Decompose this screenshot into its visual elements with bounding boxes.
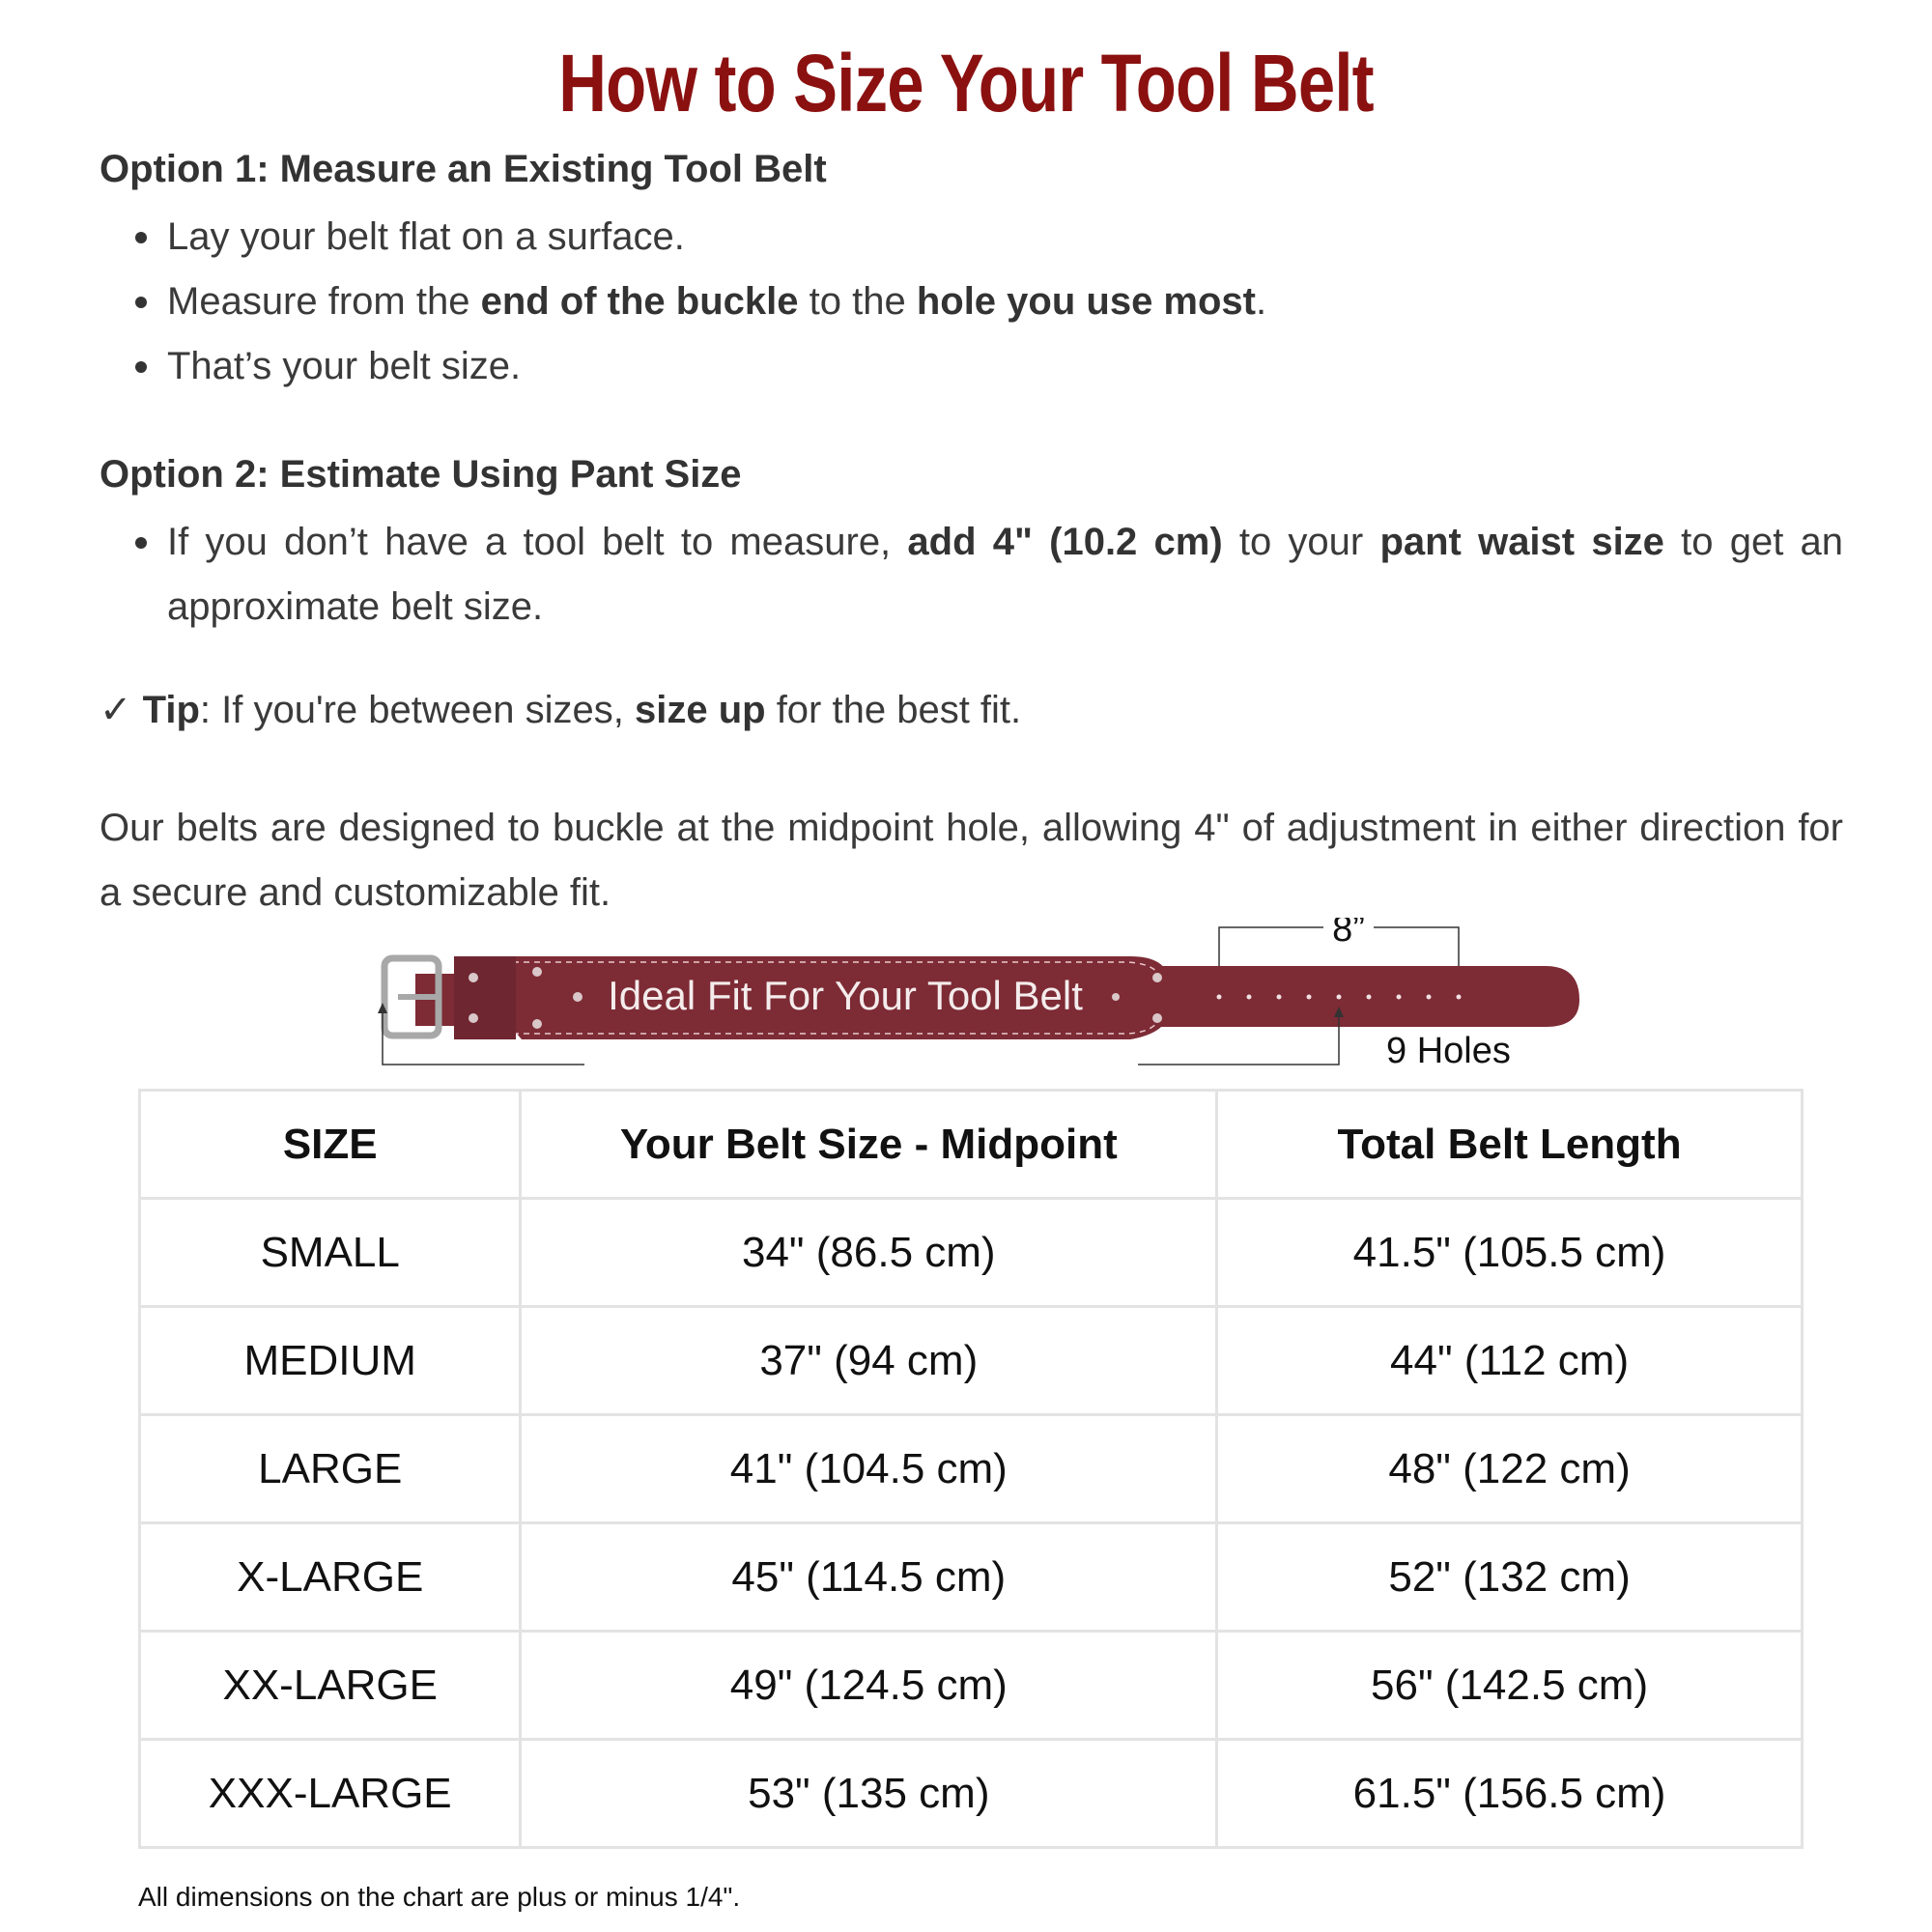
belt-keeper	[454, 956, 516, 1039]
belt-tail	[1111, 966, 1579, 1027]
table-header-row	[140, 1091, 1803, 1199]
belt-hole	[1217, 995, 1222, 1000]
table-cell: X-LARGE	[140, 1523, 521, 1632]
table-row	[140, 1307, 1803, 1415]
belt-label: Ideal Fit For Your Tool Belt	[608, 973, 1083, 1018]
table-cell: 48" (122 cm)	[1217, 1415, 1803, 1523]
table-row	[140, 1740, 1803, 1848]
rivet	[1112, 993, 1120, 1001]
table-cell: XXX-LARGE	[140, 1740, 521, 1848]
table-cell: 53" (135 cm)	[521, 1740, 1217, 1848]
belt-diagram	[0, 918, 1932, 1082]
belt-hole	[1397, 995, 1402, 1000]
tip-label: Tip	[142, 689, 200, 731]
table-cell: LARGE	[140, 1415, 521, 1523]
list-item: That’s your belt size.	[167, 334, 1843, 399]
holes-label: 9 Holes	[1386, 1031, 1511, 1071]
table-cell: 56" (142.5 cm)	[1217, 1632, 1803, 1740]
belt-hole	[1307, 995, 1312, 1000]
list-item: If you don’t have a tool belt to measure, add 4" (10.2 cm) to your pant waist size to get an approximate belt size.	[167, 510, 1843, 639]
table-row	[140, 1632, 1803, 1740]
belt-hole	[1427, 995, 1432, 1000]
table-cell: SMALL	[140, 1199, 521, 1307]
table-cell: XX-LARGE	[140, 1632, 521, 1740]
table-cell: 49" (124.5 cm)	[521, 1632, 1217, 1740]
belt-hole	[1457, 995, 1462, 1000]
rivet	[532, 967, 542, 977]
rivet	[1152, 973, 1162, 982]
table-cell: 37" (94 cm)	[521, 1307, 1217, 1415]
table-cell: MEDIUM	[140, 1307, 521, 1415]
span-label: 8”	[1332, 918, 1365, 950]
rivet	[469, 1013, 478, 1023]
column-header: SIZE	[140, 1091, 521, 1199]
option1-list	[99, 205, 1843, 399]
check-icon: ✓	[99, 689, 132, 731]
rivet	[469, 973, 478, 982]
belt-illustration	[0, 918, 1932, 1082]
belt-hole	[1367, 995, 1372, 1000]
option2-heading: Option 2: Estimate Using Pant Size	[99, 453, 742, 496]
table-cell: 52" (132 cm)	[1217, 1523, 1803, 1632]
column-header: Your Belt Size - Midpoint	[521, 1091, 1217, 1199]
table-cell: 41.5" (105.5 cm)	[1217, 1199, 1803, 1307]
rivet	[532, 1019, 542, 1029]
table-row	[140, 1415, 1803, 1523]
table-row	[140, 1199, 1803, 1307]
table-cell: 44" (112 cm)	[1217, 1307, 1803, 1415]
belt-hole	[1247, 995, 1252, 1000]
rivet	[1152, 1013, 1162, 1023]
table-cell: 41" (104.5 cm)	[521, 1415, 1217, 1523]
rivet	[573, 992, 582, 1002]
page-title: How to Size Your Tool Belt	[558, 38, 1374, 128]
belt-hole	[1337, 995, 1342, 1000]
belt-hole	[1277, 995, 1282, 1000]
tip-line: ✓ Tip: If you're between sizes, size up for the best fit.	[99, 689, 1022, 731]
table-cell: 34" (86.5 cm)	[521, 1199, 1217, 1307]
table-row	[140, 1523, 1803, 1632]
option2-list	[99, 510, 1843, 639]
size-table	[138, 1089, 1804, 1849]
list-item: Lay your belt flat on a surface.	[167, 205, 1843, 270]
list-item: Measure from the end of the buckle to the hole you use most.	[167, 270, 1843, 334]
footnote: All dimensions on the chart are plus or minus 1/4".	[138, 1882, 741, 1912]
column-header: Total Belt Length	[1217, 1091, 1803, 1199]
table-cell: 61.5" (156.5 cm)	[1217, 1740, 1803, 1848]
option1-heading: Option 1: Measure an Existing Tool Belt	[99, 148, 827, 190]
fit-paragraph: Our belts are designed to buckle at the midpoint hole, allowing 4" of adjustment in either direction for a secure and customizable fit.	[99, 807, 1843, 914]
table-cell: 45" (114.5 cm)	[521, 1523, 1217, 1632]
